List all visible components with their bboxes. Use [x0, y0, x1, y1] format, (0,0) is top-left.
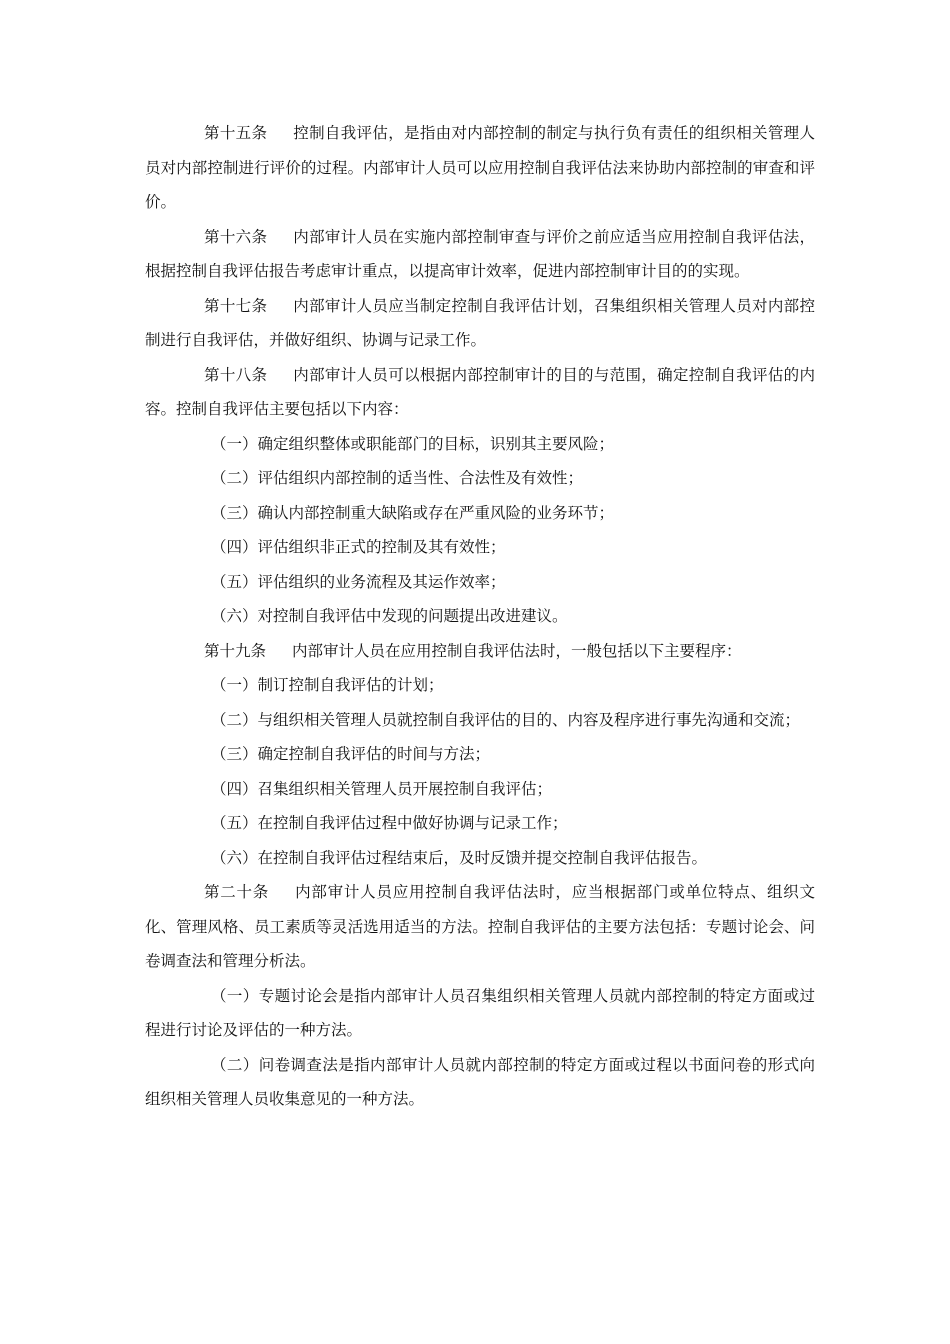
article-16: [145, 220, 815, 289]
list-item: （二）与组织相关管理人员就控制自我评估的目的、内容及程序进行事先沟通和交流；: [211, 710, 801, 729]
list-item: （二）问卷调查法是指内部审计人员就内部控制的特定方面或过程以书面问卷的形式向组织相关管理人员收集意见的一种方法。: [145, 1055, 815, 1108]
list-item: （六）对控制自我评估中发现的问题提出改进建议。: [211, 607, 568, 625]
article-20: [145, 875, 815, 979]
list-item: （三）确认内部控制重大缺陷或存在严重风险的业务环节；: [211, 503, 615, 522]
article-text: 内部审计人员在实施内部控制审查与评价之前应适当应用控制自我评估法，根据控制自我评估报告考虑审计重点，以提高审计效率，促进内部控制审计目的的实现。: [145, 227, 815, 280]
list-item: （二）评估组织内部控制的适当性、合法性及有效性；: [211, 469, 584, 487]
article-number: 第十七条: [204, 296, 268, 315]
article-17: [145, 289, 815, 358]
list-item: （六）在控制自我评估过程结束后，及时反馈并提交控制自我评估报告。: [211, 848, 708, 867]
article-text: 内部审计人员应用控制自我评估法时，应当根据部门或单位特点、组织文化、管理风格、员工素质等灵活选用适当的方法。控制自我评估的主要方法包括：专题讨论会、问卷调查法和管理分析法。: [145, 883, 815, 970]
article-text: 控制自我评估，是指由对内部控制的制定与执行负有责任的组织相关管理人员对内部控制进行评价的过程。内部审计人员可以应用控制自我评估法来协助内部控制的审查和评价。: [145, 124, 815, 211]
list-item: （一）专题讨论会是指内部审计人员召集组织相关管理人员就内部控制的特定方面或过程进行讨论及评估的一种方法。: [145, 986, 815, 1039]
list-item: （五）在控制自我评估过程中做好协调与记录工作；: [211, 814, 568, 832]
article-number: 第十五条: [204, 124, 268, 142]
article-18: [145, 358, 815, 427]
list-item: （一）制订控制自我评估的计划；: [211, 676, 444, 694]
article-number: 第十八条: [204, 365, 268, 384]
article-number: 第十九条: [204, 641, 267, 660]
article-text: 内部审计人员在应用控制自我评估法时，一般包括以下主要程序：: [292, 641, 742, 660]
article-15: [145, 116, 815, 220]
list-item: （一）确定组织整体或职能部门的目标，识别其主要风险；: [211, 434, 615, 453]
list-item: （四）召集组织相关管理人员开展控制自我评估；: [211, 779, 553, 798]
article-19: [145, 634, 815, 669]
article-number: 第十六条: [204, 227, 268, 246]
article-text: 内部审计人员可以根据内部控制审计的目的与范围，确定控制自我评估的内容。控制自我评估主要包括以下内容：: [145, 365, 815, 418]
list-item: （五）评估组织的业务流程及其运作效率；: [211, 572, 506, 591]
list-item: （三）确定控制自我评估的时间与方法；: [211, 745, 491, 763]
list-item: （四）评估组织非正式的控制及其有效性；: [211, 538, 506, 556]
article-number: 第二十条: [204, 883, 270, 901]
document-page: [145, 116, 815, 1117]
article-text: 内部审计人员应当制定控制自我评估计划，召集组织相关管理人员对内部控制进行自我评估，并做好组织、协调与记录工作。: [145, 296, 815, 349]
